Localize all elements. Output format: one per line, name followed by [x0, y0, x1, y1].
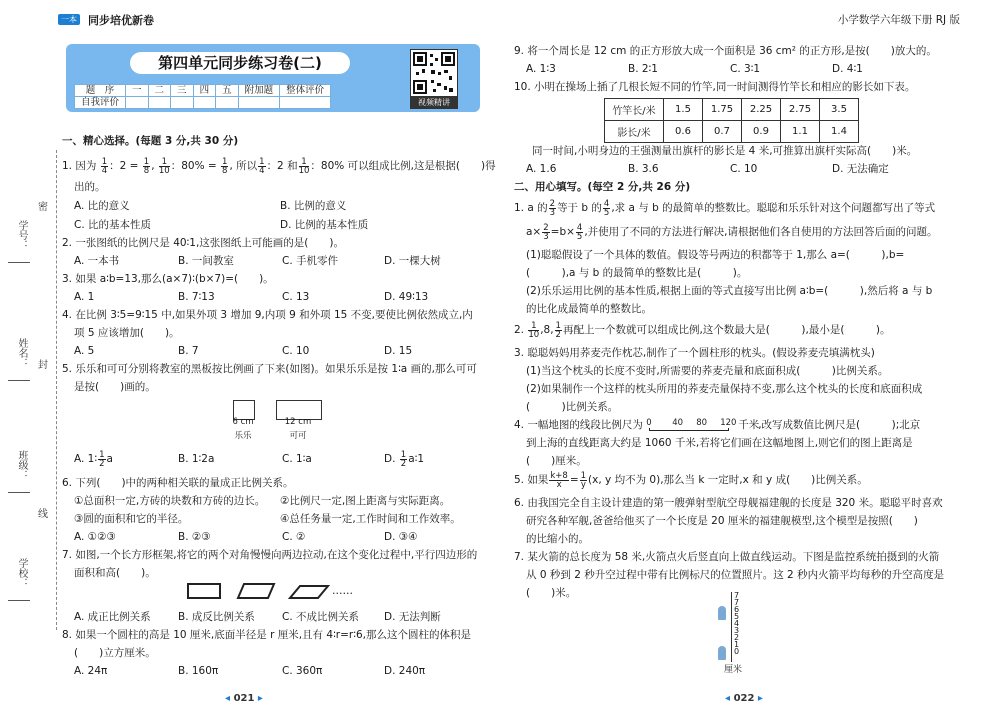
score-input[interactable] — [238, 97, 280, 109]
f6-line-3: 的比缩小的。 — [526, 533, 589, 545]
frac-den: 10 — [298, 165, 310, 176]
q10-stem: 10. 小明在操场上插了几根长短不同的竹竿,同一时间测得竹竿长和相应的影长如下表。 — [514, 81, 916, 93]
page-number-right: ◂ 022 ▸ — [722, 692, 766, 705]
q5-option-c[interactable]: C. 1∶a — [282, 453, 312, 465]
f1-line-3[interactable]: (1)聪聪假设了一个具体的数值。假设等号两边的积都等于 1,那么 a=( ),b= — [526, 249, 905, 261]
f4-line-3[interactable]: ( )厘米。 — [526, 455, 587, 467]
frac-num: 1 — [528, 322, 539, 331]
f1-text: 等于 b 的 — [557, 202, 602, 214]
frac-den: 2 — [555, 329, 561, 340]
fraction — [603, 200, 610, 217]
section-2-heading: 二、用心填写。(每空 2 分,共 26 分) — [514, 181, 691, 193]
frac-num: 1 — [143, 156, 150, 167]
fraction — [101, 158, 108, 175]
q1-cont: 出的。 — [74, 181, 106, 193]
keke-length: 12 cm — [284, 417, 312, 427]
rocket-0s-icon — [718, 646, 726, 660]
score-cell: 整体评价 — [280, 85, 331, 97]
frac-den: 4 — [101, 165, 108, 176]
score-header-row — [75, 85, 331, 97]
q1-text: ：80% = — [170, 160, 221, 172]
seal-xian: 线 — [38, 509, 48, 520]
f1-text: 1. a 的 — [514, 202, 548, 214]
keke-name: 可可 — [289, 431, 307, 441]
f2-text: 2. — [514, 324, 528, 336]
q1-text: ：2 和 — [266, 160, 298, 172]
q1-option-a[interactable]: A. 比的意义 — [74, 200, 130, 212]
q7-option-d[interactable]: D. 无法判断 — [384, 611, 441, 623]
q6-option-d[interactable]: D. ③④ — [384, 531, 418, 543]
q9-option-a[interactable]: A. 1∶3 — [526, 63, 556, 75]
q7-cont: 面积和高( )。 — [74, 567, 156, 579]
score-cell: 二 — [148, 85, 171, 97]
f4-line-2: 到上海的直线距离大约是 1060 千米,若将它们画在这幅地图上,则它们的图上距离是 — [526, 437, 913, 449]
q3-stem: 3. 如果 a∶b=13,那么(a×7)∶(b×7)=( )。 — [62, 273, 274, 285]
f2-text: 再配上一个数就可以组成比例,这个数最大是( ),最小是( )。 — [562, 324, 891, 336]
table-row — [605, 121, 859, 143]
fraction — [555, 322, 562, 339]
option-text: D. — [384, 453, 399, 465]
q6-stem: 6. 下列( )中的两种相关联的量成正比例关系。 — [62, 477, 294, 489]
q1-text: , 所以 — [229, 160, 258, 172]
ruler-tick: 4 — [734, 619, 740, 628]
q1-option-b[interactable]: B. 比例的意义 — [280, 200, 347, 212]
table-cell: 1.1 — [781, 121, 820, 143]
f2-line[interactable] — [514, 320, 891, 340]
frac-num: 4 — [576, 222, 583, 233]
f1-line-6: 的比化成最简单的整数比。 — [526, 303, 652, 315]
q6-item-3: ③圆的面积和它的半径。 — [74, 513, 189, 525]
f5-text: 5. 如果 — [514, 474, 549, 486]
q9-option-b[interactable]: B. 2∶1 — [628, 63, 658, 75]
frac-num: 1 — [259, 156, 265, 167]
q9-option-c[interactable]: C. 3∶1 — [730, 63, 761, 75]
option-text: A. 1∶ — [74, 453, 98, 465]
frac-num: 2 — [549, 198, 556, 209]
q6-item-1: ①总面积一定,方砖的块数和方砖的边长。 — [74, 495, 266, 507]
q4-option-a[interactable]: A. 5 — [74, 345, 95, 357]
q10-option-d[interactable]: D. 无法确定 — [832, 163, 889, 175]
frac-den: 4 — [259, 165, 265, 176]
score-cell: 四 — [193, 85, 216, 97]
q2-option-a[interactable]: A. 一本书 — [74, 255, 120, 267]
f5-line[interactable] — [514, 470, 868, 490]
scale-unit: 千米 — [738, 419, 760, 431]
frac-den: 8 — [143, 165, 150, 176]
q6-option-a[interactable]: A. ①②③ — [74, 531, 116, 543]
fraction — [299, 158, 310, 175]
f1-line-5[interactable]: (2)乐乐运用比例的基本性质,根据上面的等式直接写出比例 a∶b=( ),然后将 a 与 b — [526, 285, 933, 297]
scale-tick-label: 120 — [720, 418, 737, 428]
q4-option-c[interactable]: C. 10 — [282, 345, 310, 357]
q7-option-a[interactable]: A. 成正比例关系 — [74, 611, 151, 623]
frac-num: 1 — [159, 158, 170, 167]
scale-bar — [649, 428, 729, 431]
scale-tick-label: 40 — [672, 418, 684, 428]
table-cell: 1.5 — [664, 99, 703, 121]
table-cell: 3.5 — [820, 99, 859, 121]
q4-stem: 4. 在比例 3∶5=9∶15 中,如果外项 3 增加 9,内项 9 和外项 15 不变,要使比例依然成立,内 — [62, 309, 473, 321]
q2-option-d[interactable]: D. 一棵大树 — [384, 255, 441, 267]
f1-text: a× — [526, 226, 542, 238]
section-1-heading: 一、精心选择。(每题 3 分,共 30 分) — [62, 135, 239, 147]
f1-text: ,并使用了不同的方法进行解决,请根据他们各自使用的方法回答后面的问题。 — [584, 226, 938, 238]
ruler-tick: 7 — [734, 591, 740, 600]
ruler-tick: 0 — [734, 647, 740, 656]
frac-den: 8 — [222, 165, 228, 176]
f7-line-2: 从 0 秒到 2 秒升空过程中带有比例标尺的位置照片。这 2 秒内火箭平均每秒的升空高度是 — [526, 569, 945, 581]
fraction — [221, 158, 228, 175]
q4-option-b[interactable]: B. 7 — [178, 345, 199, 357]
f5-text: (x, y 均不为 0),那么当 k 一定时,x 和 y 成( )比例关系。 — [588, 474, 868, 486]
table-cell: 0.7 — [703, 121, 742, 143]
q1-text: ：80% 可以组成比例,这是根据( )得 — [310, 160, 496, 172]
q3-option-d[interactable]: D. 49∶13 — [384, 291, 429, 303]
q6-option-b[interactable]: B. ②③ — [178, 531, 211, 543]
q1-text: , — [151, 160, 158, 172]
q9-stem: 9. 将一个周长是 12 cm 的正方形放大成一个面积是 36 cm² 的正方形,是按( )放大的。 — [514, 45, 937, 57]
f6-line-2[interactable]: 研究各种军舰,爸爸给他买了一个长度是 20 厘米的福建舰模型,这个模型是按照( ) — [526, 515, 918, 527]
frac-num: 1 — [101, 156, 108, 167]
rocket-2s-icon — [718, 606, 726, 620]
f7-line-1: 7. 某火箭的总长度为 58 米,火箭点火后竖直向上做直线运动。下图是监控系统拍摄到的火箭 — [514, 551, 940, 563]
frac-den: 3 — [543, 231, 549, 242]
score-cell: 自我评价 — [75, 97, 126, 109]
q2-stem: 2. 一张图纸的比例尺是 40∶1,这张图纸上可能画的是( )。 — [62, 237, 344, 249]
f7-line-3[interactable]: ( )米。 — [526, 587, 577, 599]
q10-option-b[interactable]: B. 3.6 — [628, 163, 659, 175]
frac-den: 10 — [528, 329, 540, 340]
f1-text: ,求 a 与 b 的最简单的整数比。聪聪和乐乐针对这个问题都写出了等式 — [611, 202, 936, 214]
qr-caption: 视频精讲 — [410, 97, 458, 109]
q7-stem: 7. 如图,一个长方形框架,将它的两个对角慢慢向两边拉动,在这个变化过程中,平行四边形的 — [62, 549, 478, 561]
table-cell: 影长/米 — [605, 121, 664, 143]
q3-option-b[interactable]: B. 7∶13 — [178, 291, 215, 303]
frac-den: 2 — [99, 458, 105, 469]
frame-deformation-figure — [186, 580, 346, 602]
q5-option-d[interactable] — [384, 450, 424, 468]
frac-den: 10 — [158, 165, 170, 176]
q5-cont: 是按( )画的。 — [74, 381, 156, 393]
f1-line-2 — [526, 222, 938, 242]
q8-option-d[interactable]: D. 240π — [384, 665, 426, 677]
score-cell: 一 — [126, 85, 149, 97]
frac-den: 2 — [400, 458, 407, 469]
fraction — [528, 322, 539, 339]
ruler-ticks — [734, 592, 739, 655]
frac-num: 1 — [222, 156, 228, 167]
fraction — [576, 224, 583, 241]
score-cell: 附加题 — [238, 85, 280, 97]
f5-text: = — [569, 474, 579, 486]
student-id-label: 学号： — [16, 220, 27, 250]
fraction — [580, 472, 587, 489]
class-label: 班级： — [16, 450, 27, 480]
frac-den: y — [580, 479, 586, 490]
ruler-tick: 6 — [734, 605, 740, 614]
ruler-tick: 7 — [734, 598, 740, 607]
q6-item-2: ②比例尺一定,图上距离与实际距离。 — [280, 495, 451, 507]
q4-option-d[interactable]: D. 15 — [384, 345, 413, 357]
fraction — [143, 158, 150, 175]
score-input[interactable] — [148, 97, 171, 109]
f1-text: =b× — [550, 226, 575, 238]
qr-code-icon[interactable] — [410, 49, 458, 97]
frac-den: 5 — [576, 231, 583, 242]
q6-item-4: ④总任务量一定,工作时间和工作效率。 — [280, 513, 461, 525]
q8-option-b[interactable]: B. 160π — [178, 665, 219, 677]
f4-line-1[interactable] — [514, 418, 920, 432]
table-cell: 0.9 — [742, 121, 781, 143]
score-cell: 五 — [216, 85, 239, 97]
name-blank[interactable] — [8, 380, 30, 381]
series-name: 同步培优新卷 — [88, 14, 154, 27]
f3-line-4[interactable]: ( )比例关系。 — [526, 401, 619, 413]
frac-den: 5 — [603, 207, 610, 218]
score-input[interactable] — [171, 97, 194, 109]
q8-cont: ( )立方厘米。 — [74, 647, 156, 659]
binding-dash-line — [56, 150, 57, 630]
frac-num: 4 — [603, 198, 610, 209]
q1-option-c[interactable]: C. 比的基本性质 — [74, 219, 152, 231]
q2-option-b[interactable]: B. 一间教室 — [178, 255, 234, 267]
bamboo-shadow-table — [604, 98, 859, 143]
name-label: 姓名： — [16, 338, 27, 368]
page-title: 第四单元同步练习卷(二) — [130, 52, 350, 74]
table-cell: 2.75 — [781, 99, 820, 121]
seal-mi: 密 — [38, 202, 48, 213]
fraction — [98, 451, 105, 468]
q10-option-c[interactable]: C. 10 — [730, 163, 758, 175]
q6-option-c[interactable]: C. ② — [282, 531, 306, 543]
score-input[interactable] — [126, 97, 149, 109]
q5-stem: 5. 乐乐和可可分别将教室的黑板按比例画了下来(如图)。如果乐乐是按 1∶a 画的,那么可可 — [62, 363, 477, 375]
q5-option-a[interactable] — [74, 450, 113, 468]
score-input[interactable] — [216, 97, 239, 109]
frac-num: 1 — [555, 320, 561, 331]
q9-option-d[interactable]: D. 4∶1 — [832, 63, 863, 75]
f3-line-3: (2)如果制作一个这样的枕头所用的荞麦壳量保持不变,那么这个枕头的长度和底面积成 — [526, 383, 923, 395]
option-text: a — [106, 453, 113, 465]
q8-stem: 8. 如果一个圆柱的高是 10 厘米,底面半径是 r 厘米,且有 4∶r=r∶6,那么这个圆柱的体积是 — [62, 629, 471, 641]
school-blank[interactable] — [8, 600, 30, 601]
q8-option-a[interactable]: A. 24π — [74, 665, 108, 677]
q10-cont: 同一时间,小明身边的王强测量出旗杆的影长是 4 米,可推算出旗杆实际高( )米。 — [532, 145, 918, 157]
fraction — [542, 224, 549, 241]
fraction — [549, 200, 556, 217]
table-cell: 2.25 — [742, 99, 781, 121]
seal-feng: 封 — [38, 360, 48, 371]
score-cell: 题 序 — [75, 85, 126, 97]
series-logo: 一本 — [58, 14, 80, 25]
q2-option-c[interactable]: C. 手机零件 — [282, 255, 339, 267]
frac-den: 3 — [549, 207, 556, 218]
scale-tick-label: 0 — [646, 418, 652, 428]
f4-text: ,改写成数值比例尺是( );北京 — [758, 419, 921, 431]
frac-num: k+8 — [550, 470, 568, 481]
frac-num: 1 — [580, 470, 587, 481]
q8-option-c[interactable]: C. 360π — [282, 665, 323, 677]
ruler-unit: 厘米 — [724, 665, 743, 675]
f1-line-1 — [514, 198, 935, 218]
page-number-left: ◂ 021 ▸ — [222, 692, 266, 705]
q10-option-a[interactable]: A. 1.6 — [526, 163, 557, 175]
ruler-tick: 1 — [734, 640, 740, 649]
score-table — [74, 84, 331, 109]
lele-length: 6 cm — [232, 417, 254, 427]
q1-stem — [62, 156, 496, 176]
fraction — [258, 158, 265, 175]
q7-option-b[interactable]: B. 成反比例关系 — [178, 611, 255, 623]
ruler-tick: 2 — [734, 633, 740, 642]
frac-num: 1 — [400, 449, 407, 460]
ruler-tick: 3 — [734, 626, 740, 635]
class-blank[interactable] — [8, 492, 30, 493]
fraction — [400, 451, 407, 468]
school-label: 学校： — [16, 558, 27, 588]
frac-num: 1 — [299, 158, 310, 167]
table-cell: 竹竿长/米 — [605, 99, 664, 121]
q3-option-c[interactable]: C. 13 — [282, 291, 310, 303]
score-input[interactable] — [280, 97, 331, 109]
frac-num: 1 — [99, 449, 105, 460]
option-text: a∶1 — [408, 453, 425, 465]
score-input[interactable] — [193, 97, 216, 109]
score-eval-row — [75, 97, 331, 109]
height-ruler — [731, 592, 732, 662]
table-cell: 1.4 — [820, 121, 859, 143]
scale-tick-label: 80 — [696, 418, 708, 428]
f3-line-2[interactable]: (1)当这个枕头的长度不变时,所需要的荞麦壳量和底面积成( )比例关系。 — [526, 365, 889, 377]
q1-option-d[interactable]: D. 比例的基本性质 — [280, 219, 369, 231]
q5-option-b[interactable]: B. 1∶2a — [178, 453, 215, 465]
q7-option-c[interactable]: C. 不成比例关系 — [282, 611, 360, 623]
frac-den: x — [556, 479, 562, 490]
q4-cont: 项 5 应该增加( )。 — [74, 327, 180, 339]
fraction — [159, 158, 170, 175]
student-id-blank[interactable] — [8, 262, 30, 263]
q1-text: 1. 因为 — [62, 160, 97, 172]
ruler-tick: 5 — [734, 612, 740, 621]
fraction — [549, 472, 568, 489]
f4-text: 4. 一幅地图的线段比例尺为 — [514, 419, 643, 431]
q1-text: ：2 = — [109, 160, 142, 172]
q3-option-a[interactable]: A. 1 — [74, 291, 95, 303]
book-info: 小学数学六年级下册 RJ 版 — [837, 14, 960, 26]
table-cell: 0.6 — [664, 121, 703, 143]
lele-name: 乐乐 — [234, 431, 252, 441]
table-row — [605, 99, 859, 121]
f6-line-1: 6. 由我国完全自主设计建造的第一艘弹射型航空母舰福建舰的长度是 320 米。聪聪平时喜欢 — [514, 497, 943, 509]
f3-line-1: 3. 聪聪妈妈用荞麦壳作枕芯,制作了一个圆柱形的枕头。(假设荞麦壳填满枕头) — [514, 347, 875, 359]
score-cell: 三 — [171, 85, 194, 97]
f2-text: ,8, — [540, 324, 554, 336]
f1-line-4[interactable]: ( ),a 与 b 的最简单的整数比是( )。 — [526, 267, 748, 279]
frac-num: 2 — [543, 222, 549, 233]
line-scale-bar — [646, 418, 758, 432]
q7-dots: …… — [332, 585, 353, 597]
table-cell: 1.75 — [703, 99, 742, 121]
